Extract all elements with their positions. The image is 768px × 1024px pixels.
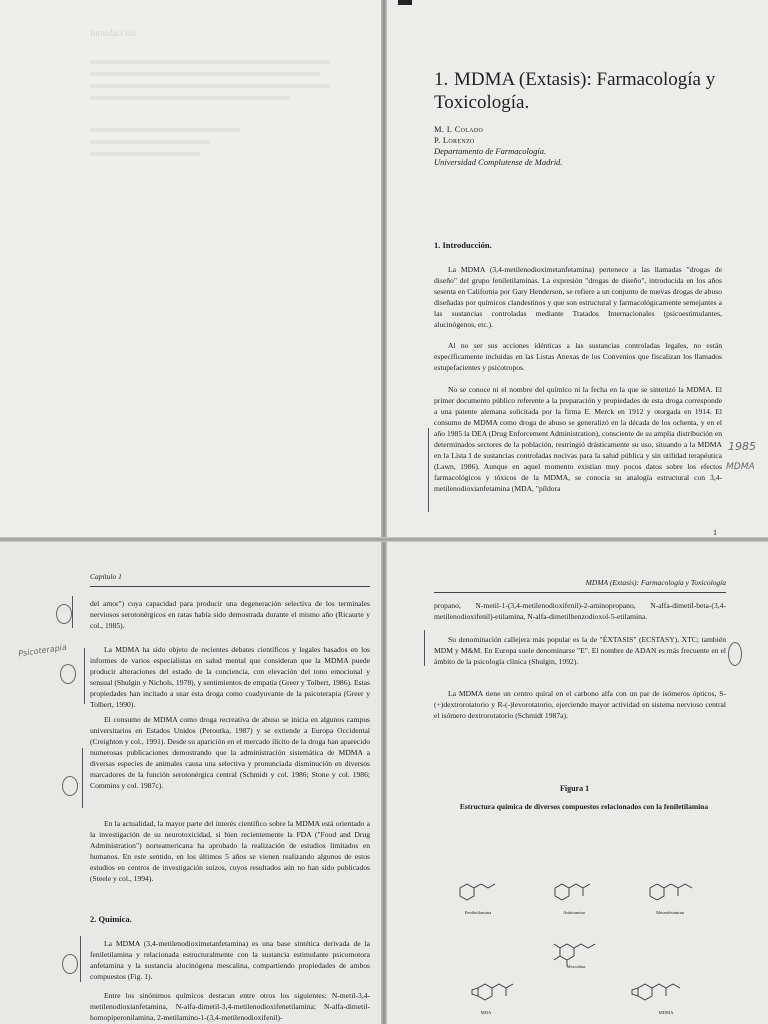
molecule-label: MDA <box>480 1010 492 1015</box>
ghost-heading: Introducción <box>90 28 137 38</box>
running-head: MDMA (Extasis): Farmacología y Toxicología <box>585 578 726 587</box>
circle-mark <box>56 604 72 624</box>
paragraph: propano, N-metil-1-(3,4-metilenodioxifenil)-2-aminopropano, N-alfa-dimetil-beta-(3,4-metilenodioxifenil)-etilamina, N-alfa-dimetilbenzodioxol-5-etilamina. <box>434 601 726 621</box>
molecule-label: MDMA <box>658 1010 674 1015</box>
department: Departamento de Farmacología. <box>434 146 547 156</box>
paragraph: El consumo de MDMA como droga recreativa de abuso se inicia en algunos campus universitarios en Estados Unidos (Peroutka, 1987) y se extiende a Europa Occidental (Creighton y col., 1991). Desde su aparición en el mercado ilícito de la droga han aparecido numerosas publicaciones demostrando que la administración sistemática de MDMA a diversas especies de animales causa una selectiva y pronunciada disminución en diversos marcadores de la función serotonérgica central (Schmidt y col. 1986; Stone y col. 1986; Commins y col. 1987c). <box>90 715 370 790</box>
author-name: M. I. Colado <box>434 124 484 134</box>
figure-1-structures <box>440 860 740 1020</box>
circle-mark <box>62 776 78 796</box>
margin-bracket <box>428 428 429 512</box>
page-top-left <box>0 0 384 540</box>
paragraph: En la actualidad, la mayor parte del interés científico sobre la MDMA está orientado a la investigación de su neurotoxicidad, si bien recientemente la FDA ("Food and Drug Administration") norteamericana ha aprobado la realización de estudios limitados en humanos. En este sentido, en los últimos 5 años se vienen realizando algunos de estos estudios en centros de investigación suizos, cuyos resultados aún no han sido publicados (Steele y col., 1994). <box>90 819 370 883</box>
page-number: 1 <box>713 528 717 537</box>
margin-bracket <box>72 596 73 628</box>
paragraph: Entre los sinónimos químicos destacan entre otros los siguientes: N-metil-3,4-metilenodioxianfetamina, N-alfa-dimetil-3,4-metilenodioxifenetilamina; N-alfa-dimetil-homopiperonilamina, 2-metilamino-1-(3,4-metilenodioxifenil)- <box>90 991 370 1022</box>
running-head: Capítulo 1 <box>90 572 122 581</box>
author-name: P. Lorenzo <box>434 135 475 145</box>
mdma-structure <box>632 984 680 1000</box>
molecule-label: Anfetamina <box>563 910 585 915</box>
molecule-label: Metanfetamina <box>656 910 684 915</box>
faded-line <box>90 152 200 156</box>
amphetamine-structure <box>555 884 590 900</box>
faded-line <box>90 72 320 76</box>
faded-line <box>90 60 330 64</box>
chapter-title <box>434 68 734 114</box>
molecule-label: Mescalina <box>566 964 586 969</box>
section-heading: 1. Introducción. <box>434 240 492 250</box>
handwritten-note: MDMA <box>726 462 755 472</box>
header-rule <box>90 586 370 587</box>
faded-line <box>90 128 240 132</box>
figure-caption: Estructura química de diversos compuestos relacionados con la feniletilamina <box>459 802 709 811</box>
handwritten-note: 1985 <box>728 440 756 453</box>
chapter-title-text: MDMA (Extasis): Farmacología y Toxicología. <box>434 69 716 113</box>
margin-bracket <box>80 936 81 982</box>
faded-line <box>90 140 210 144</box>
scan-mark <box>398 0 412 5</box>
phenylethylamine-structure <box>460 884 495 900</box>
paragraph: La MDMA tiene un centro quiral en el carbono alfa con un par de isómeros ópticos, S-(+)dextrorotatorio y R-(-)levorotatorio, ejerciendo mayor actividad en sistema nervioso central el isómero dextrorotatorio (Schmidt 1987a). <box>434 689 726 720</box>
chapter-number: 1. <box>434 69 449 90</box>
figure-label: Figura 1 <box>560 784 590 793</box>
margin-bracket <box>82 748 83 808</box>
university: Universidad Complutense de Madrid. <box>434 157 563 167</box>
paragraph: del amor") cuya capacidad para producir una degeneración selectiva de los terminales nerviosos serotonérgicos en ratas había sido demostrada durante el mismo año (Ricaurte y col., 1985). <box>90 599 370 630</box>
molecule-label: Feniletilamina <box>464 910 492 915</box>
handwritten-margin-note: Psicoterapia <box>17 642 68 659</box>
mda-structure <box>472 984 513 1000</box>
faded-line <box>90 96 290 100</box>
paragraph: La MDMA (3,4-metilenodioximetanfetamina) es una base sintética derivada de la feniletilamina y relacionada estructuralmente con la sustancia estimulante psicomotora anfetamina y la sustancia alucinógena mescalina, compartiendo propiedades de ambos compuestos (Fig. 1). <box>90 939 370 981</box>
circle-mark <box>728 642 742 666</box>
mescaline-structure <box>554 944 595 966</box>
margin-bracket <box>84 648 85 704</box>
scan-seam <box>0 537 768 542</box>
paragraph: Al no ser sus acciones idénticas a las sustancias controladas legales, no están específicamente incluidas en las Listas Anexas de los Convenios que fiscalizan los llamados estupefacientes y psicotropos. <box>434 341 722 372</box>
book-gutter <box>381 0 387 1024</box>
circle-mark <box>60 664 76 684</box>
header-rule <box>434 592 726 593</box>
paragraph: Su denominación callejera más popular es la de "ÉXTASIS" (ECSTASY), XTC; también MDM y M&M. En Europa suele denominarse "E". El nombre de ADAN es más frecuente en el ámbito de la psicología clínica (Shulgin, 1992). <box>434 635 726 666</box>
circle-mark <box>62 954 78 974</box>
author-block <box>434 124 562 168</box>
paragraph: No se conoce ni el nombre del químico ni la fecha en la que se sintetizó la MDMA. El primer documento público referente a la preparación y propiedades de esta droga corresponde a una patente alemana solicitada por la firma E. Merck en 1912 y otorgada en 1914. El consumo de MDMA como droga de abuso se generalizó en la década de los ochenta, y en el año 1985 la DEA (Drug Enforcement Administration), consciente de su amplia distribución en determinados sectores de la población, restringió drásticamente su uso, situando a la MDMA en la Lista I de sustancias controladas nocivas para la salud pública y sin utilidad terapéutica (Lawn, 1986). Aunque en aquel momento existían muy pocos datos sobre los efectos farmacológicos y tóxicos de la MDMA, se conocía su analogía estructural con 3,4-metilenodioxianfetamina (MDA, "píldora <box>434 385 722 493</box>
faded-line <box>90 84 330 88</box>
section-heading: 2. Química. <box>90 914 132 924</box>
methamphetamine-structure <box>650 884 692 900</box>
paragraph: La MDMA ha sido objeto de recientes debates científicos y legales basados en los informes de varios especialistas en salud mental que consideran que la MDMA puede producir alteraciones del estado de la conciencia, con elevación del tono emocional y sensual (Shulgin y Nichols, 1978), y sentimientos de empatía (Greer y Tolbert, 1986). Estas propiedades han incitado a usar esta droga como coadyuvante de la psicoterapia (Greer y Tolbert, 1990). <box>90 645 370 709</box>
margin-bracket <box>424 630 425 666</box>
paragraph: La MDMA (3,4-metilenodioximetanfetamina) pertenece a las llamadas "drogas de diseño" del grupo feniletilaminas. La expresión "drogas de diseño", introducida en los años sesenta en California por Gary Henderson, se refiere a un conjunto de nuevas drogas de abuso diseñadas por químicos clandestinos y que son estructural y farmacológicamente semejantes a las sustancias controladas mediante Tratados Internacionales (psicoestimulantes, alucinógenos, etc.). <box>434 265 722 329</box>
